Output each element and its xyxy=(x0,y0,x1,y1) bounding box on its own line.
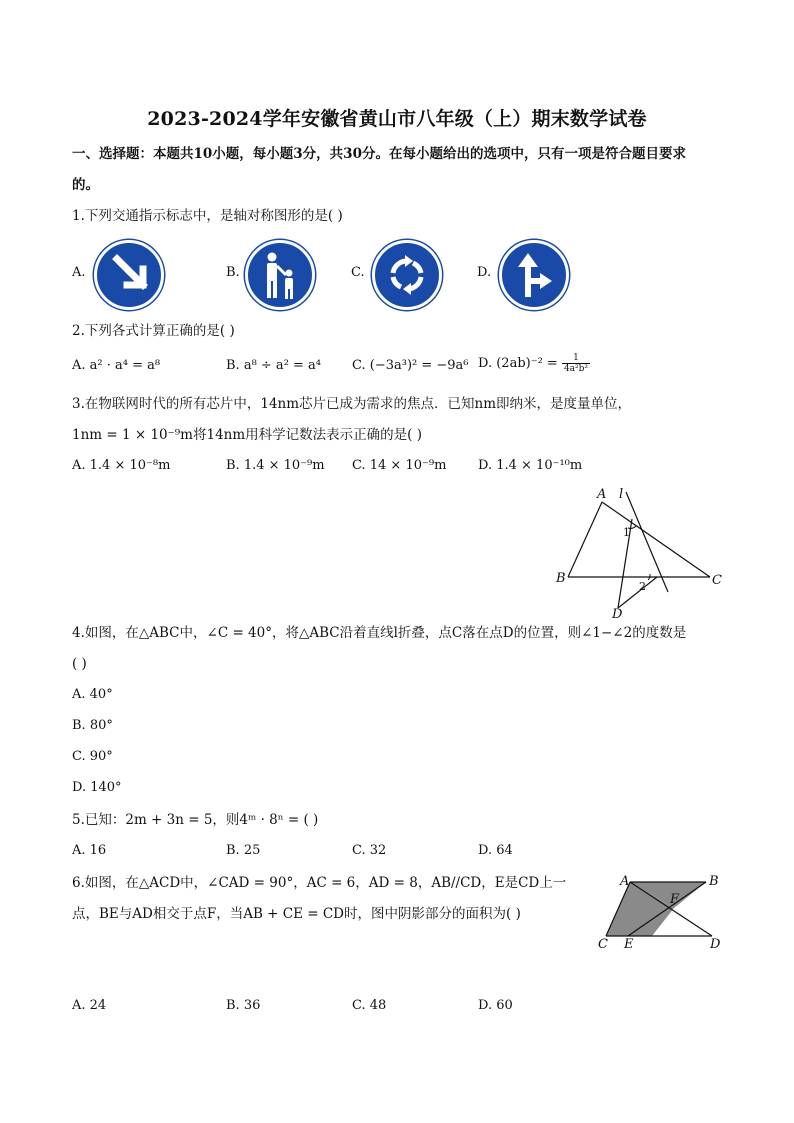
arrow-down-right-sign-icon xyxy=(94,240,164,310)
label-l: l xyxy=(619,487,624,502)
question-3-line1: 3.在物联网时代的所有芯片中，14nm芯片已成为需求的焦点．已知nm即纳米，是度量单位， xyxy=(72,396,632,412)
label-angle-2: 2 xyxy=(639,580,646,593)
page-title: 2023-2024学年安徽省黄山市八年级（上）期末数学试卷 xyxy=(147,108,647,130)
side-ab xyxy=(568,502,602,577)
q6-option-b: B. 36 xyxy=(226,998,261,1013)
q2-option-d-fraction xyxy=(562,353,590,374)
section-heading-cont: 的。 xyxy=(72,177,99,193)
q1-option-b-label: B. xyxy=(226,265,240,280)
label-a: A xyxy=(620,874,630,889)
q1-option-c-label: C. xyxy=(351,265,365,280)
question-6-line1: 6.如图，在△ACD中，∠CAD = 90°，AC = 6，AD = 8，AB//CD，E是CD上一 xyxy=(72,875,567,891)
q6-option-d: D. 60 xyxy=(478,998,513,1013)
label-c: C xyxy=(712,573,722,588)
q4-option-a: A. 40° xyxy=(72,687,113,702)
label-b: B xyxy=(709,874,719,889)
question-4-line1: 4.如图，在△ABC中，∠C = 40°，将△ABC沿着直线l折叠，点C落在点D的位置，则∠1−∠2的度数是 xyxy=(72,625,687,641)
q6-option-c: C. 48 xyxy=(352,998,387,1013)
q1-option-a-label: A. xyxy=(72,265,86,280)
q3-option-a: A. 1.4 × 10⁻⁸m xyxy=(72,458,171,473)
q4-option-d: D. 140° xyxy=(72,780,122,795)
question-4-line2: ( ) xyxy=(72,656,87,672)
label-angle-1: 1 xyxy=(623,526,630,539)
q5-option-b: B. 25 xyxy=(226,843,261,858)
q4-option-c: C. 90° xyxy=(72,749,113,764)
question-3-line2: 1nm = 1 × 10⁻⁹m将14nm用科学记数法表示正确的是( ) xyxy=(72,427,422,443)
question-6-line2: 点，BE与AD相交于点F，当AB + CE = CD时，图中阴影部分的面积为( ) xyxy=(72,906,521,922)
q1-option-d-label: D. xyxy=(477,265,492,280)
pedestrian-sign-icon xyxy=(245,240,315,310)
label-c: C xyxy=(598,937,608,950)
q2-option-c: C. (−3a³)² = −9a⁶ xyxy=(352,358,469,373)
label-f: F xyxy=(670,892,680,907)
folded-side-2 xyxy=(618,577,657,608)
q3-option-c: C. 14 × 10⁻⁹m xyxy=(352,458,447,473)
label-d: D xyxy=(710,937,721,950)
question-5-stem: 5.已知：2m + 3n = 5，则4ᵐ · 8ⁿ = ( ) xyxy=(72,812,319,828)
parallelogram-shaded-figure xyxy=(592,868,732,950)
q2-option-d xyxy=(478,353,590,374)
q6-option-a: A. 24 xyxy=(72,998,107,1013)
triangle-fold-figure xyxy=(550,482,730,622)
roundabout-sign-icon xyxy=(372,240,442,310)
label-d: D xyxy=(612,607,623,622)
label-b: B xyxy=(556,571,566,586)
fraction-denominator: 4a²b² xyxy=(563,364,589,374)
question-1-stem: 1.下列交通指示标志中，是轴对称图形的是( ) xyxy=(72,208,343,224)
q5-option-d: D. 64 xyxy=(478,843,513,858)
q2-option-d-prefix: D. (2ab)⁻² = xyxy=(478,356,558,371)
q2-option-b: B. a⁸ ÷ a² = a⁴ xyxy=(226,358,322,373)
go-straight-or-right-sign-icon xyxy=(499,240,569,310)
label-e: E xyxy=(624,937,634,950)
q2-option-a: A. a² · a⁴ = a⁸ xyxy=(72,358,161,373)
q3-option-b: B. 1.4 × 10⁻⁹m xyxy=(226,458,325,473)
section-heading: 一、选择题：本题共10小题，每小题3分，共30分。在每小题给出的选项中，只有一项是符合题目要求 xyxy=(72,146,686,162)
question-2-stem: 2.下列各式计算正确的是( ) xyxy=(72,323,235,339)
label-a: A xyxy=(597,487,607,502)
fraction-numerator: 1 xyxy=(562,353,590,364)
q5-option-a: A. 16 xyxy=(72,843,107,858)
q4-option-b: B. 80° xyxy=(72,718,113,733)
q3-option-d: D. 1.4 × 10⁻¹⁰m xyxy=(478,458,583,473)
q5-option-c: C. 32 xyxy=(352,843,387,858)
side-ac xyxy=(602,502,710,577)
